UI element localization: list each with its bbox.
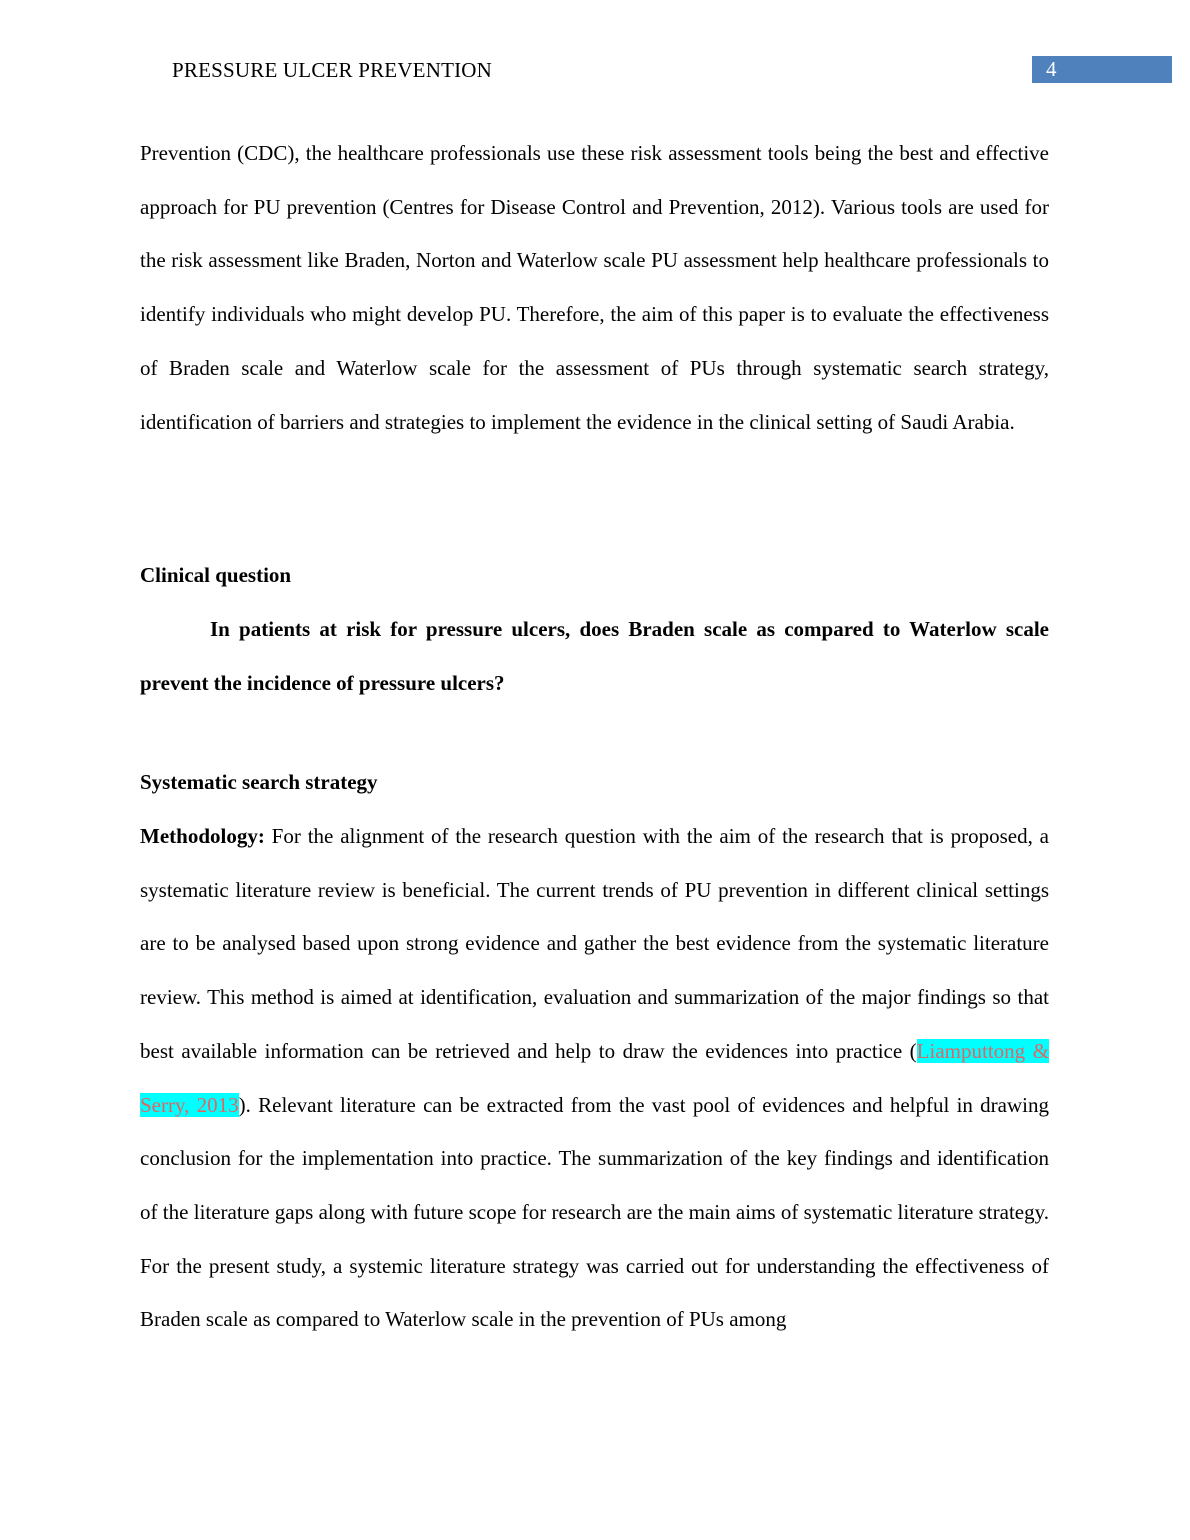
methodology-text-after: ). Relevant literature can be extracted from the vast pool of evidences and helpful in drawing conclusion for the implementation into practice. The summarization of the key findings and identification of the literature gaps along with future scope for research are the main aims of systematic literature strategy. For the present study, a systemic literature strategy was carried out for understanding the effectiveness of Braden scale as compared to Waterlow scale in the prevention of PUs among (140, 1092, 1050, 1332)
methodology-text-before: For the alignment of the research question with the aim of the research that is proposed, a systematic literature review is beneficial. The current trends of PU prevention in different clinical settings are to be analysed based upon strong evidence and gather the best evidence from the systematic literature review. This method is aimed at identification, evaluation and summarization of the major findings so that best available information can be retrieved and help to draw the evidences into practice ( (140, 824, 1049, 1063)
clinical-question-text: In patients at risk for pressure ulcers, does Braden scale as compared to Waterlow scale prevent the incidence of pressure ulcers? (140, 617, 1049, 695)
search-strategy-heading: Systematic search strategy (140, 770, 378, 794)
methodology-paragraph (140, 810, 1049, 1347)
methodology-label: Methodology: (140, 824, 265, 848)
running-head: PRESSURE ULCER PREVENTION (172, 58, 493, 82)
clinical-question-heading: Clinical question (140, 563, 292, 587)
page-number: 4 (1032, 56, 1172, 83)
intro-paragraph: Prevention (CDC), the healthcare professionals use these risk assessment tools being the best and effective approach for PU prevention (Centres for Disease Control and Prevention, 2012). Various tools are used for the risk assessment like Braden, Norton and Waterlow scale PU assessment help healthcare professionals to identify individuals who might develop PU. Therefore, the aim of this paper is to evaluate the effectiveness of Braden scale and Waterlow scale for the assessment of PUs through systematic search strategy, identification of barriers and strategies to implement the evidence in the clinical setting of Saudi Arabia. (140, 141, 1049, 434)
citation-highlight: Liamputtong & Serry, 2013 (140, 1038, 1049, 1117)
